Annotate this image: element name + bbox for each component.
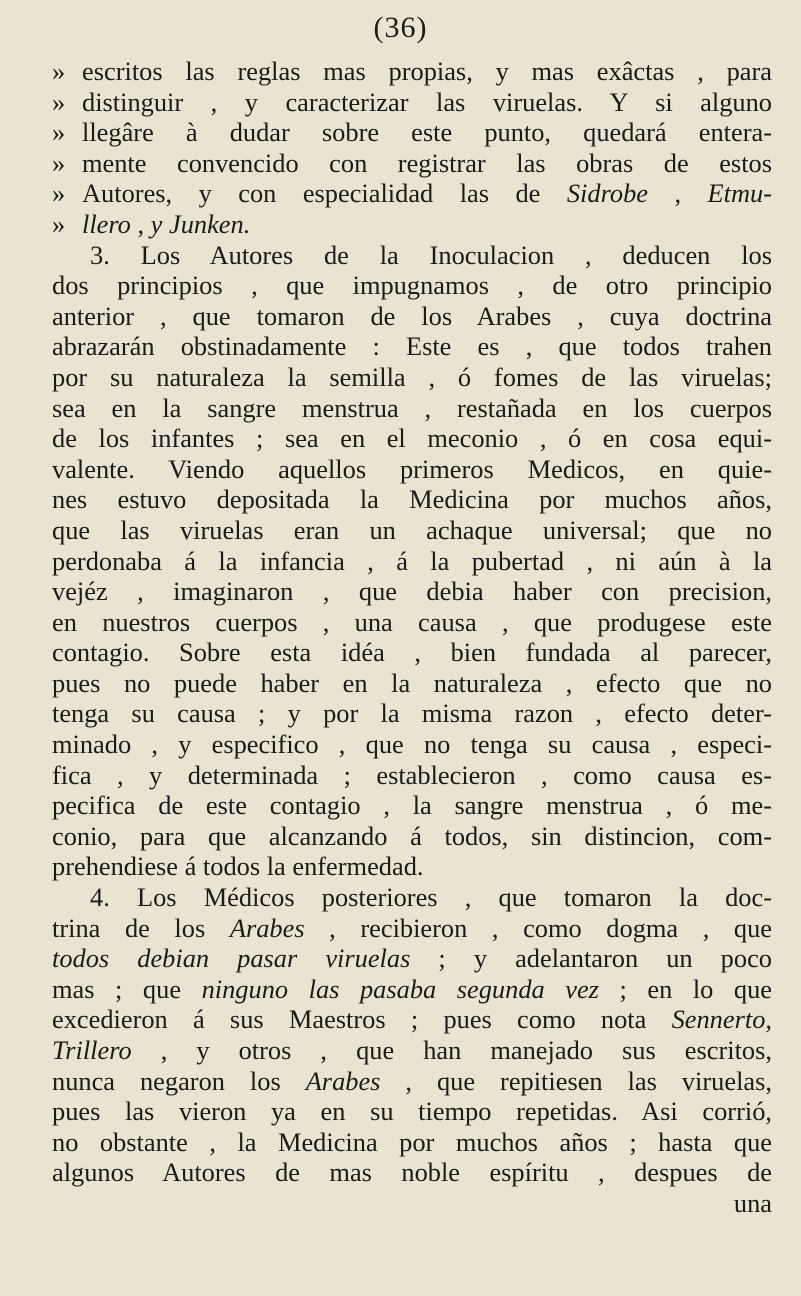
text-line [52, 607, 772, 638]
quote-mark: » [52, 86, 66, 117]
text-line [52, 515, 772, 546]
text-line [52, 698, 772, 729]
italic-text: llero [82, 208, 131, 239]
text-run: Autores, y con especialidad las de [82, 178, 567, 209]
text-run: vejéz , imaginaron , que debia haber con precision, [52, 576, 772, 607]
body-text [52, 56, 772, 1219]
text-run: excedieron á sus Maestros ; pues como nota [52, 1004, 672, 1035]
text-line [52, 546, 772, 577]
italic-text: Trillero [52, 1035, 132, 1065]
text-line [52, 117, 772, 148]
text-run: , y otros , que han manejado sus escritos, [131, 1035, 772, 1065]
text-run: mas ; que [52, 973, 202, 1004]
italic-text: y Junken. [150, 208, 251, 239]
quote-mark: » [52, 56, 66, 86]
page-number: (36) [373, 11, 428, 44]
text-line [52, 393, 772, 424]
text-run: , que repitiesen las viruelas, [380, 1065, 772, 1096]
text-run: perdonaba á la infancia , á la pubertad , ni aún à la [52, 545, 772, 576]
text-run: distinguir , y caracterizar las viruelas. Y si alguno [82, 86, 772, 117]
italic-text: Sidrobe [566, 178, 648, 209]
text-run: contagio. Sobre esta idéa , bien fundada al parecer, [52, 637, 772, 668]
italic-text: ninguno las pasaba segunda vez [201, 973, 599, 1004]
text-run: algunos Autores de mas noble espíritu , despues de [52, 1157, 772, 1188]
text-run: valente. Viendo aquellos primeros Medicos, en quie- [52, 453, 772, 484]
text-line [52, 1004, 772, 1035]
text-line [52, 729, 772, 760]
text-run: prehendiese á todos la enfermedad. [52, 851, 424, 882]
text-line [52, 87, 772, 118]
text-line [52, 1127, 772, 1158]
text-run: , [647, 178, 708, 209]
text-line [52, 913, 772, 944]
text-line [52, 1096, 772, 1127]
text-line [52, 637, 772, 668]
text-line [52, 1157, 772, 1188]
text-run: nunca negaron los [52, 1065, 306, 1096]
quote-mark: » [52, 117, 66, 148]
text-run: de los infantes ; sea en el meconio , ó en cosa equi- [52, 423, 772, 454]
text-run: 4. Los Médicos posteriores , que tomaron la doc- [90, 882, 772, 913]
text-line [52, 209, 772, 240]
text-line [52, 821, 772, 852]
text-line [52, 851, 772, 882]
text-line [52, 974, 772, 1005]
quote-mark: » [52, 178, 66, 209]
text-line [52, 760, 772, 791]
text-line [52, 240, 772, 271]
text-run: anterior , que tomaron de los Arabes , cuya doctrina [52, 300, 772, 331]
text-run: , recibieron , como dogma , que [304, 912, 772, 943]
text-line [52, 790, 772, 821]
text-run: no obstante , la Medicina por muchos años ; hasta que [52, 1126, 772, 1157]
text-run: una [733, 1187, 772, 1218]
text-line [52, 301, 772, 332]
text-run: 3. Los Autores de la Inoculacion , deducen los [90, 239, 772, 270]
text-line [52, 270, 772, 301]
text-run: ; y adelantaron un poco [410, 943, 772, 974]
text-run: fica , y determinada ; establecieron , como causa es- [52, 759, 772, 790]
text-line [52, 56, 772, 87]
text-run: ; en lo que [598, 973, 772, 1004]
text-run: en nuestros cuerpos , una causa , que produgese este [52, 606, 772, 637]
text-run: que las viruelas eran un achaque universal; que no [52, 514, 772, 545]
text-run: nes estuvo depositada la Medicina por muchos años, [52, 484, 772, 515]
text-run: llegâre à dudar sobre este punto, quedará entera- [82, 117, 772, 148]
text-line [52, 576, 772, 607]
text-line [52, 423, 772, 454]
italic-text: Etmu- [707, 178, 772, 209]
text-run: dos principios , que impugnamos , de otro principio [52, 270, 772, 301]
text-run: pues no puede haber en la naturaleza , efecto que no [52, 667, 772, 698]
text-line [52, 943, 772, 974]
text-run: minado , y especifico , que no tenga su causa , especi- [52, 729, 772, 760]
text-line [52, 1035, 772, 1066]
text-line [52, 668, 772, 699]
text-run: trina de los [52, 912, 230, 943]
text-run: conio, para que alcanzando á todos, sin distincion, com- [52, 820, 772, 851]
quote-mark: » [52, 208, 66, 239]
text-run: abrazarán obstinadamente : Este es , que todos trahen [52, 331, 772, 362]
text-run: por su naturaleza la semilla , ó fomes de las viruelas; [52, 361, 772, 392]
text-run: sea en la sangre menstrua , restañada en los cuerpos [52, 392, 772, 423]
text-run: mente convencido con registrar las obras de estos [82, 147, 772, 178]
text-run: escritos las reglas mas propias, y mas exâctas , para [82, 56, 772, 86]
quote-mark: » [52, 147, 66, 178]
text-run: , [130, 208, 151, 239]
text-line [52, 148, 772, 179]
text-line [52, 484, 772, 515]
text-line [52, 178, 772, 209]
italic-text: todos debian pasar viruelas [52, 943, 411, 974]
text-run: pues las vieron ya en su tiempo repetidas. Asi corrió, [52, 1096, 772, 1127]
text-line [52, 1188, 772, 1219]
text-line [52, 882, 772, 913]
italic-text: Sennerto, [671, 1004, 772, 1035]
italic-text: Arabes [229, 912, 305, 943]
text-line [52, 454, 772, 485]
text-run: tenga su causa ; y por la misma razon , efecto deter- [52, 698, 772, 729]
text-run: pecifica de este contagio , la sangre menstrua , ó me- [52, 790, 772, 821]
text-line [52, 331, 772, 362]
text-line [52, 362, 772, 393]
text-line [52, 1066, 772, 1097]
italic-text: Arabes [305, 1065, 381, 1096]
